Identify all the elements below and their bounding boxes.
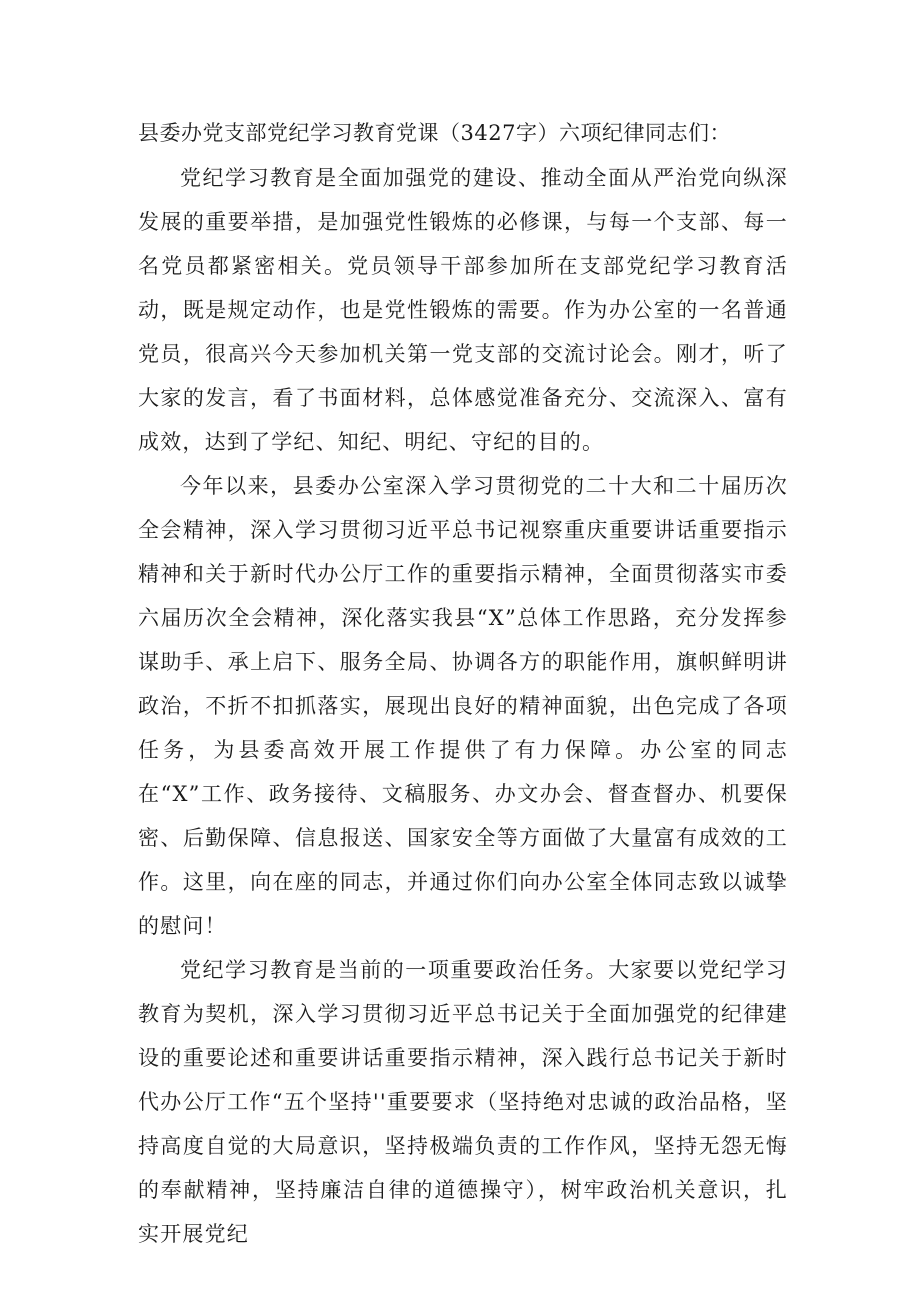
document-title-line: 县委办党支部党纪学习教育党课（3427字）六项纪律同志们： bbox=[138, 121, 731, 145]
document-page bbox=[138, 112, 788, 1256]
paragraph-3: 党纪学习教育是当前的一项重要政治任务。大家要以党纪学习教育为契机，深入学习贯彻习近平总书记关于全面加强党的纪律建设的重要论述和重要讲话重要指示精神，深入践行总书记关于新时代办公厅工作“五个坚持''重要要求（坚持绝对忠诚的政治品格，坚持高度自觉的大局意识，坚持极端负责的工作作风，坚持无怨无悔的奉献精神，坚持廉洁自律的道德操守），树牢政治机关意识，扎实开展党纪 bbox=[138, 958, 788, 1246]
paragraph-2: 今年以来，县委办公室深入学习贯彻党的二十大和二十届历次全会精神，深入学习贯彻习近平总书记视察重庆重要讲话重要指示精神和关于新时代办公厅工作的重要指示精神，全面贯彻落实市委六届历次全会精神，深化落实我县“X”总体工作思路，充分发挥参谋助手、承上启下、服务全局、协调各方的职能作用，旗帜鲜明讲政治，不折不扣抓落实，展现出良好的精神面貌，出色完成了各项任务，为县委高效开展工作提供了有力保障。办公室的同志在“X”工作、政务接待、文稿服务、办文办会、督查督办、机要保密、后勤保障、信息报送、国家安全等方面做了大量富有成效的工作。这里，向在座的同志，并通过你们向办公室全体同志致以诚挚的慰问！ bbox=[138, 474, 788, 938]
paragraph-1: 党纪学习教育是全面加强党的建设、推动全面从严治党向纵深发展的重要举措，是加强党性锻炼的必修课，与每一个支部、每一名党员都紧密相关。党员领导干部参加所在支部党纪学习教育活动，既是规定动作，也是党性锻炼的需要。作为办公室的一名普通党员，很高兴今天参加机关第一党支部的交流讨论会。刚才，听了大家的发言，看了书面材料，总体感觉准备充分、交流深入、富有成效，达到了学纪、知纪、明纪、守纪的目的。 bbox=[138, 166, 788, 454]
